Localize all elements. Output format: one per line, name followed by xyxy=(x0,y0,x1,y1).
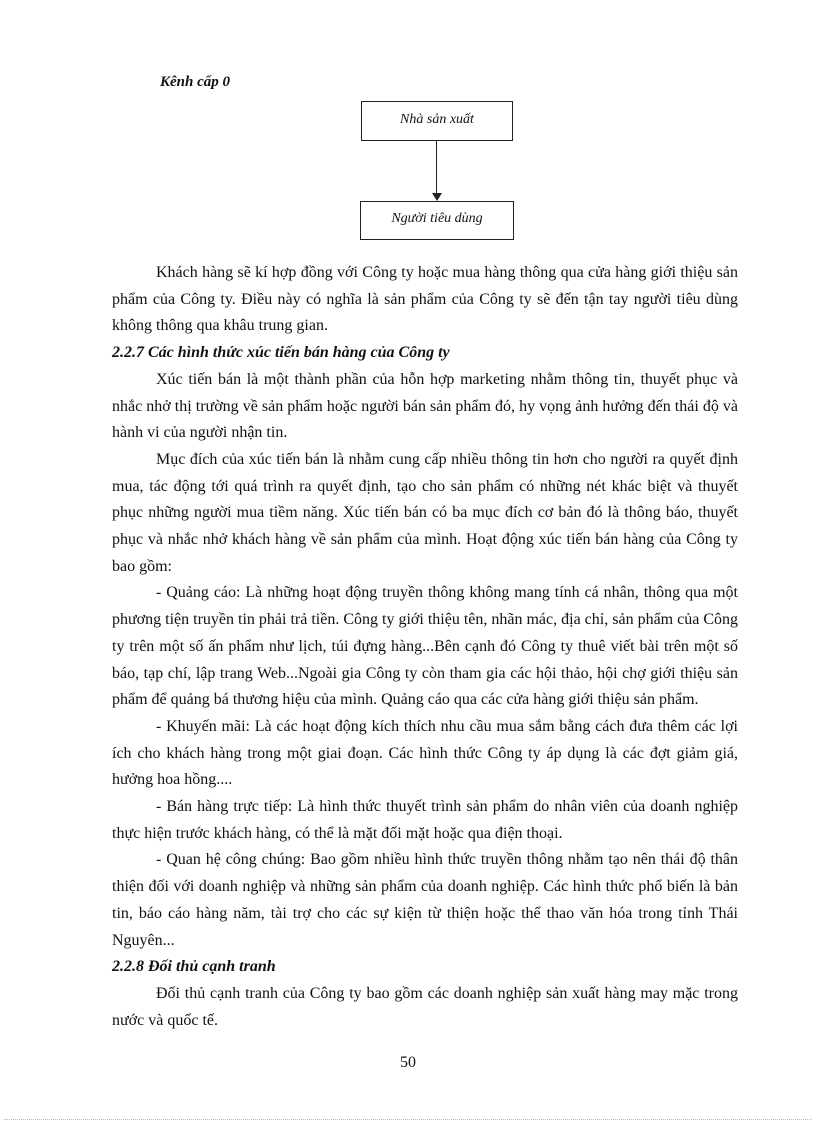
page-number: 50 xyxy=(400,1054,416,1071)
section-heading-2-2-8: 2.2.8 Đối thủ cạnh tranh xyxy=(112,958,276,976)
section-heading-2-2-7: 2.2.7 Các hình thức xúc tiến bán hàng của Công ty xyxy=(112,344,450,362)
paragraph: Đối thủ cạnh tranh của Công ty bao gồm các doanh nghiệp sản xuất hàng may mặc trong nước và quốc tế. xyxy=(112,984,738,1029)
diagram-title: Kênh cấp 0 xyxy=(160,74,231,90)
body-text xyxy=(112,260,738,1034)
arrow-line xyxy=(436,141,437,194)
paragraph: Mục đích của xúc tiến bán là nhằm cung cấp nhiều thông tin hơn cho người ra quyết định mua, tác động tới quá trình ra quyết định, tạo cho sản phẩm có những nét khác biệt và thuyết phục những người mua tiềm năng. Xúc tiến bán có ba mục đích cơ bản đó là thông báo, thuyết phục và nhắc nhở khách hàng về sản phẩm của mình. Hoạt động xúc tiến bán hàng của Công ty bao gồm: xyxy=(112,450,738,575)
arrow-down-icon xyxy=(432,193,442,201)
paragraph: - Quảng cáo: Là những hoạt động truyền thông không mang tính cá nhân, thông qua một phương tiện truyền tin phải trả tiền. Công ty giới thiệu tên, nhãn mác, địa chỉ, sản phẩm của Công ty trên một số ấn phẩm như lịch, túi đựng hàng...Bên cạnh đó Công ty thuê viết bài trên một số báo, tạp chí, lập trang Web...Ngoài gia Công ty còn tham gia các hội thảo, hội chợ giới thiệu sản phẩm để quảng bá thương hiệu của mình. Quảng cáo qua các cửa hàng giới thiệu sản phẩm. xyxy=(112,584,738,709)
page-bottom-divider xyxy=(4,1119,812,1120)
paragraph: - Bán hàng trực tiếp: Là hình thức thuyết trình sản phẩm do nhân viên của doanh nghiệp thực hiện trước khách hàng, có thể là mặt đối mặt hoặc qua điện thoại. xyxy=(112,798,738,842)
paragraph: Khách hàng sẽ kí hợp đồng với Công ty hoặc mua hàng thông qua cửa hàng giới thiệu sản phẩm của Công ty. Điều này có nghĩa là sản phẩm của Công ty sẽ đến tận tay người tiêu dùng không thông qua khâu trung gian. xyxy=(112,264,738,335)
paragraph: - Khuyến mãi: Là các hoạt động kích thích nhu cầu mua sắm bằng cách đưa thêm các lợi ích cho khách hàng trong một giai đoạn. Các hình thức Công ty áp dụng là các đợt giảm giá, hưởng hoa hồng.... xyxy=(112,717,738,789)
producer-box: Nhà sản xuất xyxy=(361,101,513,141)
paragraph: - Quan hệ công chúng: Bao gồm nhiều hình thức truyền thông nhằm tạo nên thái độ thân thiện đối với doanh nghiệp và những sản phẩm của doanh nghiệp. Các hình thức phổ biến là bản tin, báo cáo hàng năm, tài trợ cho các sự kiện từ thiện hoặc thể thao văn hóa trong tỉnh Thái Nguyên... xyxy=(112,851,738,949)
paragraph: Xúc tiến bán là một thành phần của hỗn hợp marketing nhằm thông tin, thuyết phục và nhắc nhở thị trường về sản phẩm hoặc người bán sản phẩm đó, hy vọng ảnh hưởng đến thái độ và hành vi của người nhận tin. xyxy=(112,370,738,442)
consumer-box: Người tiêu dùng xyxy=(360,201,514,240)
